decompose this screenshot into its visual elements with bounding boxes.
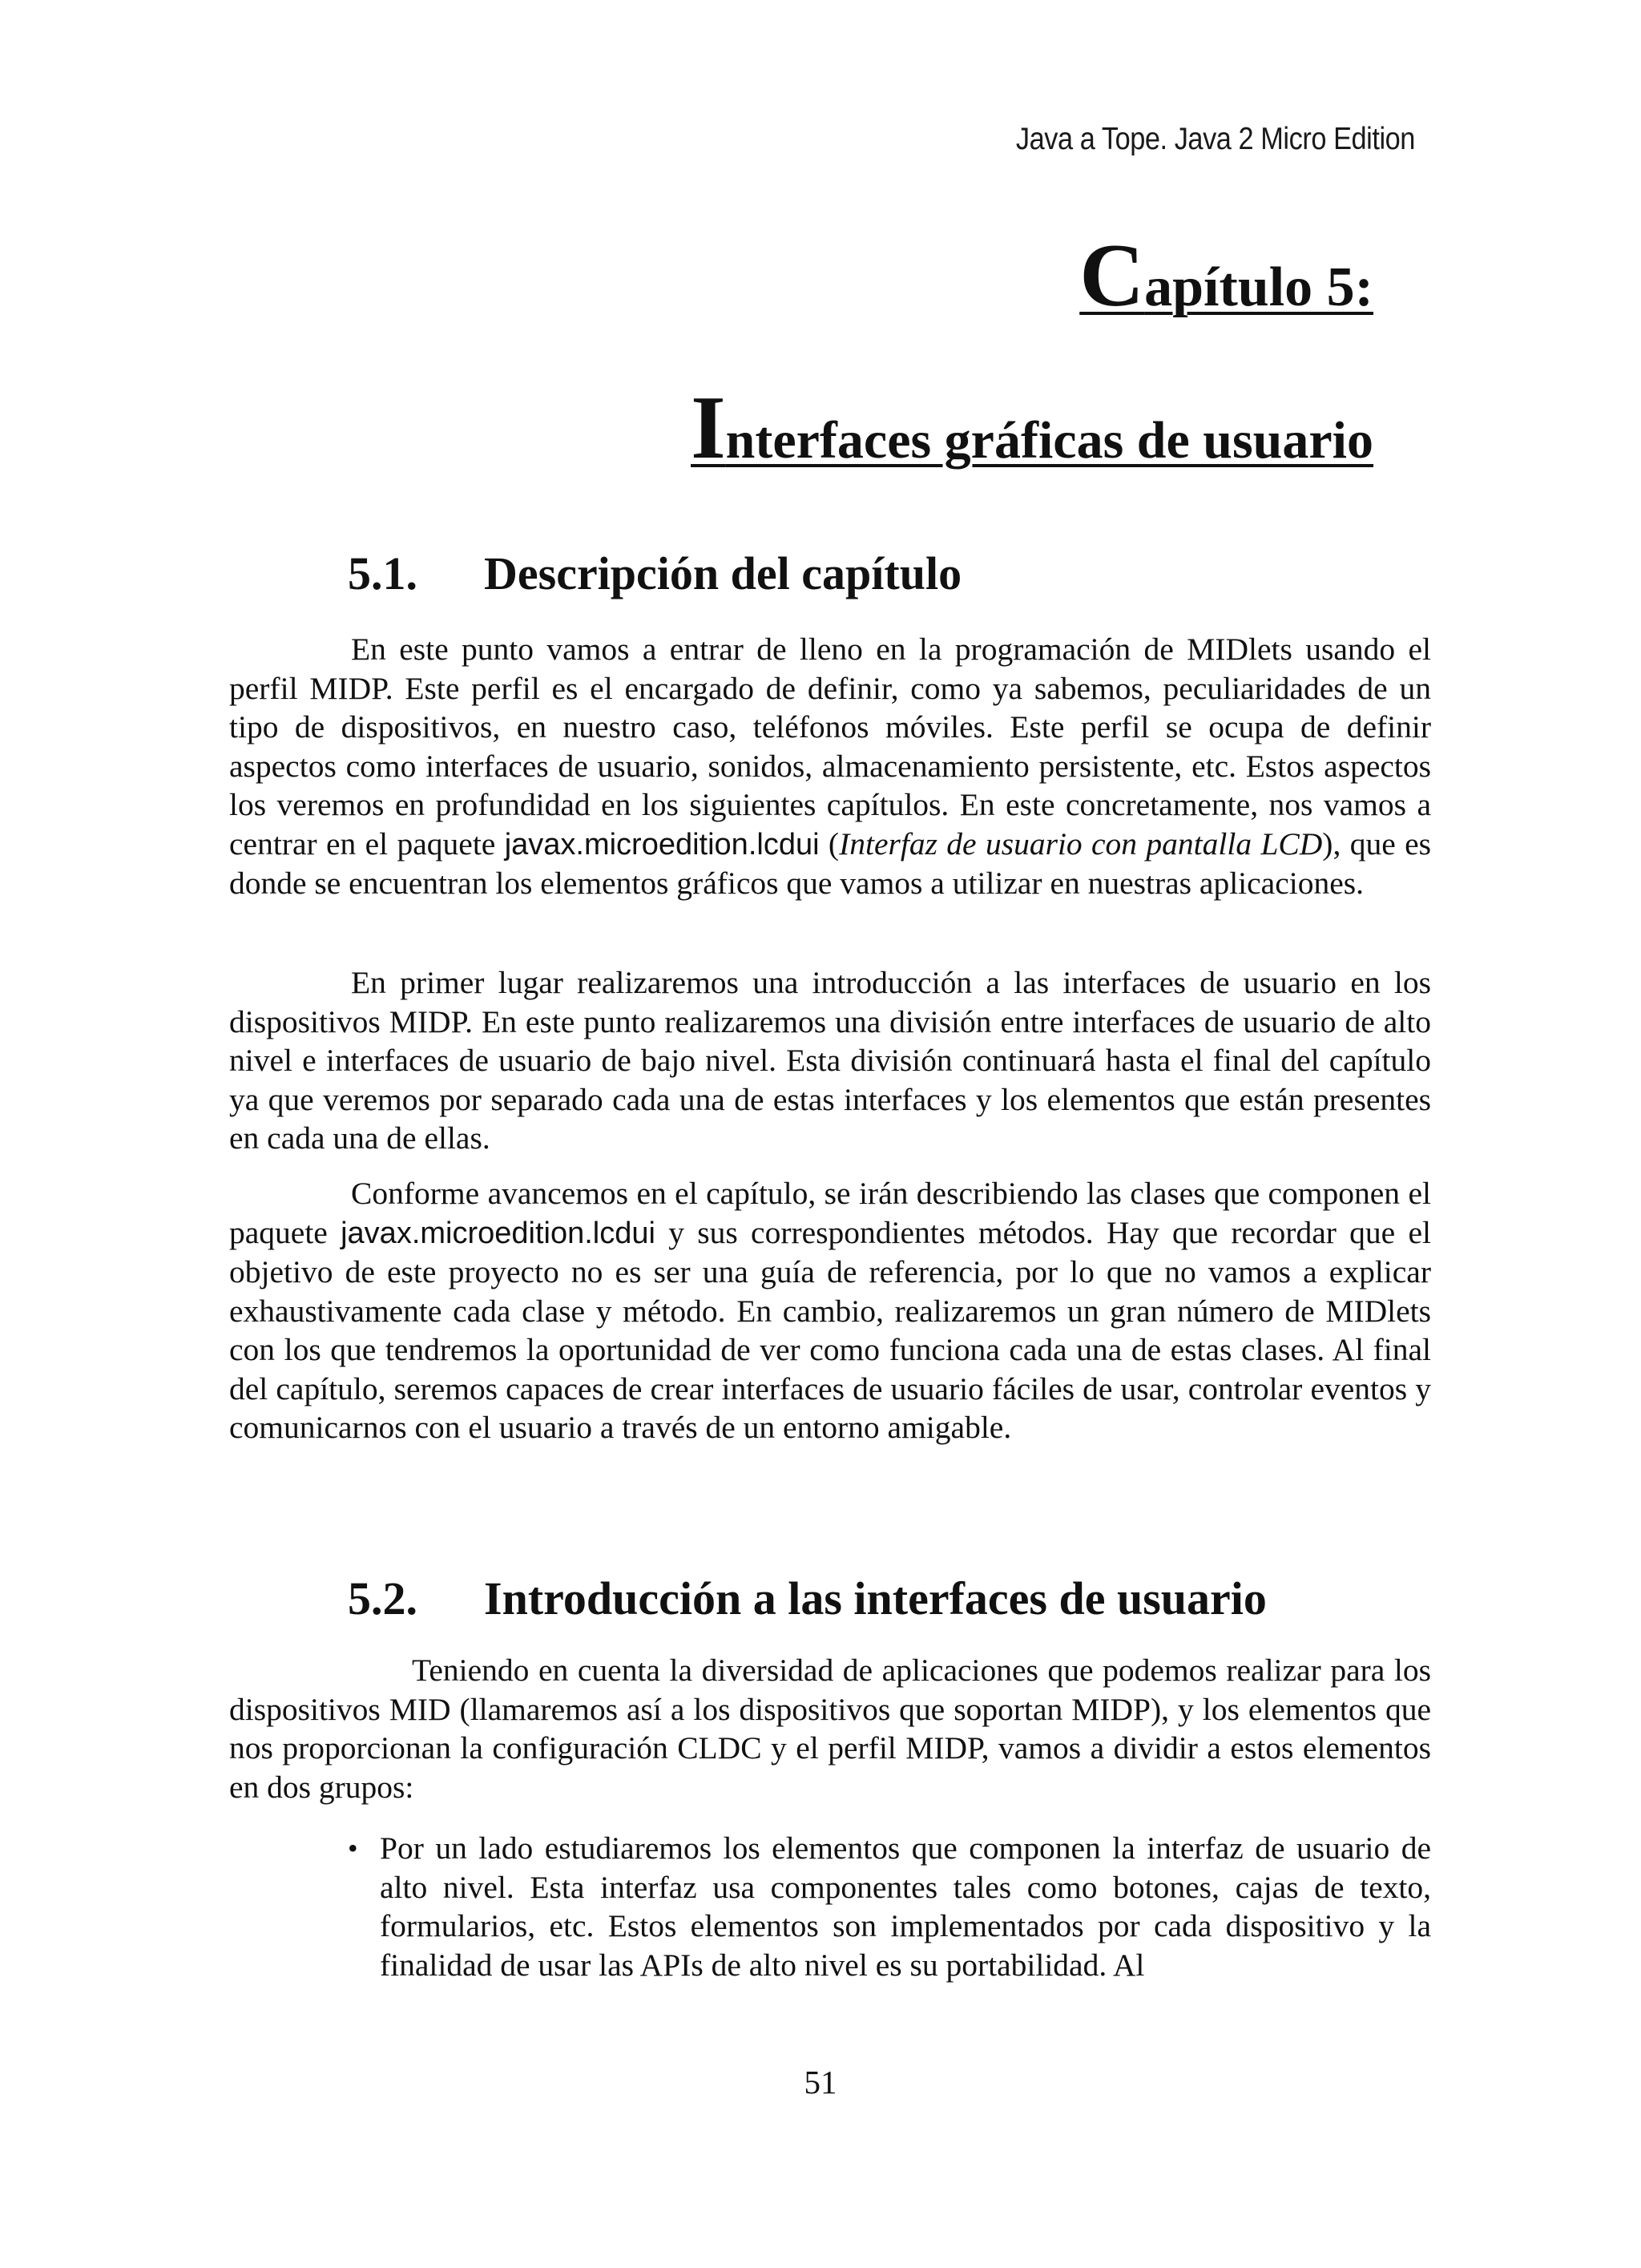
paragraph-text: y sus correspondientes métodos. Hay que recordar que el objetivo de este proyecto no es ser una guía de referencia, por lo que no vamos a explicar exhaustivamente cada clase y método. En cambio, realizaremos un gran número de MIDlets con los que tendremos la oportunidad de ver como funciona cada una de estas clases. Al final del capítulo, seremos capaces de crear interfaces de usuario fáciles de usar, controlar eventos y comunicarnos con el usuario a través de un entorno amigable.	[229, 1214, 1431, 1445]
bullet-icon: •	[348, 1832, 358, 1864]
paragraph-overview: En primer lugar realizaremos una introducción a las interfaces de usuario en los dispositivos MIDP. En este punto realizaremos una división entre interfaces de usuario de alto nivel e interfaces de usuario de bajo nivel. Esta división continuará hasta el final del capítulo ya que veremos por separado cada una de estas interfaces y los elementos que están presentes en cada una de ellas.	[229, 965, 1431, 1156]
section-heading-5-2	[348, 1572, 1267, 1624]
chapter-number	[1079, 226, 1373, 325]
chapter-heading	[691, 226, 1373, 478]
paragraph-intro	[229, 630, 1431, 903]
paragraph-text: (	[819, 825, 840, 862]
paragraph-groups: Teniendo en cuenta la diversidad de aplicaciones que podemos realizar para los dispositivos MID (llamaremos así a los dispositivos que soportan MIDP), y los elementos que nos proporcionan la configuración CLDC y el perfil MIDP, vamos a dividir a estos elementos en dos grupos:	[229, 1653, 1431, 1805]
section-heading-5-1	[348, 547, 962, 599]
paragraph-text: ), que es donde se encuentran los elementos gráficos que vamos a utilizar en nuestras aplicaciones.	[229, 825, 1431, 901]
section-number: 5.2.	[348, 1572, 417, 1624]
list-item-text: Por un lado estudiaremos los elementos que componen la interfaz de usuario de alto nivel. Esta interfaz usa componentes tales como botones, cajas de texto, formularios, etc. Estos elementos son implementados por cada dispositivo y la finalidad de usar las APIs de alto nivel es su portabilidad. Al	[380, 1830, 1431, 1983]
paragraph-classes	[229, 1174, 1431, 1447]
bullet-list	[348, 1829, 1431, 1984]
section-number: 5.1.	[348, 547, 417, 599]
chapter-title-initial: I	[691, 378, 726, 478]
section-title: Descripción del capítulo	[484, 547, 962, 599]
running-header: Java a Tope. Java 2 Micro Edition	[1015, 122, 1415, 156]
paragraph-text: Conforme avancemos en el capítulo, se irán describiendo las clases que componen el paquete	[229, 1176, 1431, 1250]
section-title: Introducción a las interfaces de usuario	[484, 1572, 1267, 1624]
list-item	[348, 1829, 1431, 1984]
paragraph-text: En este punto vamos a entrar de lleno en la programación de MIDlets usando el perfil MIDP. Este perfil es el encargado de definir, como ya sabemos, peculiaridades de un tipo de dispositivos, en nuestro caso, teléfonos móviles. Este perfil se ocupa de definir aspectos como interfaces de usuario, sonidos, almacenamiento persistente, etc. Estos aspectos los veremos en profundidad en los siguientes capítulos. En este concretamente, nos vamos a centrar en el paquete	[229, 632, 1431, 862]
italic-term: Interfaz de usuario con pantalla LCD	[839, 825, 1323, 862]
chapter-title	[691, 378, 1373, 478]
chapter-title-text: nterfaces gráficas de usuario	[725, 411, 1373, 470]
chapter-number-line	[691, 226, 1373, 353]
package-name: javax.microedition.lcdui	[504, 827, 820, 862]
package-name: javax.microedition.lcdui	[341, 1216, 655, 1250]
chapter-number-text: apítulo 5:	[1144, 256, 1373, 318]
page-number: 51	[804, 2064, 837, 2101]
chapter-title-line	[691, 378, 1373, 478]
chapter-number-initial: C	[1079, 226, 1145, 325]
